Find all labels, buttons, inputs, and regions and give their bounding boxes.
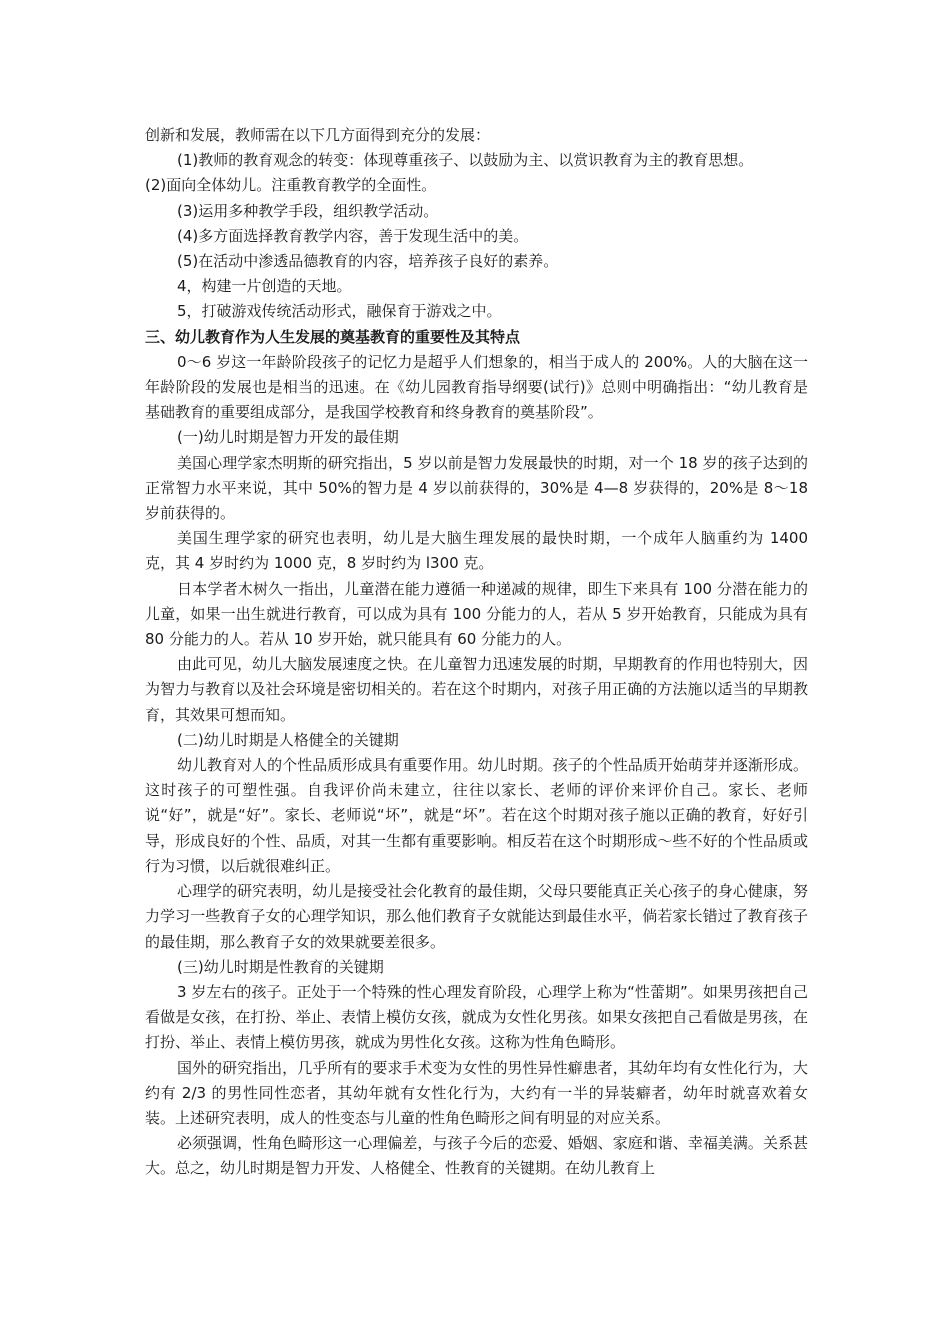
- document-page: [145, 123, 808, 1182]
- paragraph-psychology: 心理学的研究表明，幼儿是接受社会化教育的最佳期，父母只要能真正关心孩子的身心健康，努力学习一些教育子女的心理学知识，那么他们教育子女就能达到最佳水平，倘若家长错过了教育孩子的最佳期，那么教育子女的效果就要差很多。: [145, 882, 808, 951]
- paragraph-sex-role: 3 岁左右的孩子。正处于一个特殊的性心理发育阶段，心理学上称为“性蕾期”。如果男孩把自己看做是女孩，在打扮、举止、表情上模仿女孩，就成为女性化男孩。如果女孩把自己看做是男孩，在打扮、举止、表情上模仿男孩，就成为男性化女孩。这称为性角色畸形。: [145, 982, 808, 1052]
- paragraph-memory: 0～6 岁这一年龄阶段孩子的记忆力是超乎人们想象的，相当于成人的 200%。人的大脑在这一年龄阶段的发展也是相当的迅速。在《幼儿园教育指导纲要(试行)》总则中明确指出：“幼儿教育是基础教育的重要组成部分，是我国学校教育和终身教育的奠基阶段”。: [145, 352, 808, 422]
- paragraph-intro: 创新和发展，教师需在以下几方面得到充分的发展：: [145, 126, 491, 144]
- paragraph-jamins: 美国心理学家杰明斯的研究指出，5 岁以前是智力发展最快的时期，对一个 18 岁的孩子达到的正常智力水平来说，其中 50%的智力是 4 岁以前获得的，30%是 4—8 岁获得的，20%是 8～18 岁前获得的。: [145, 453, 808, 523]
- section-heading-3: 三、幼儿教育作为人生发展的奠基教育的重要性及其特点: [145, 327, 521, 346]
- paragraph-conclusion-intelligence: 由此可见，幼儿大脑发展速度之快。在儿童智力迅速发展的时期，早期教育的作用也特别大，因为智力与教育以及社会环境是密切相关的。若在这个时期内，对孩子用正确的方法施以适当的早期教育，其效果可想而知。: [145, 655, 808, 724]
- list-item-teacher-concept: (1)教师的教育观念的转变：体现尊重孩子、以鼓励为主、以赏识教育为主的教育思想。: [177, 151, 754, 170]
- list-item-teaching-methods: (3)运用多种教学手段，组织教学活动。: [177, 201, 439, 220]
- subheading-intelligence: (一)幼儿时期是智力开发的最佳期: [177, 428, 399, 447]
- subheading-personality: (二)幼儿时期是人格健全的关键期: [177, 730, 399, 749]
- list-item-moral-education: (5)在活动中渗透品德教育的内容，培养孩子良好的素养。: [177, 252, 559, 271]
- paragraph-japanese-scholar: 日本学者木树久一指出，儿童潜在能力遵循一种递减的规律，即生下来具有 100 分潜在能力的儿童，如果一出生就进行教育，可以成为具有 100 分能力的人，若从 5 岁开始教育，只能成为具有 80 分能力的人。若从 10 岁开始，就只能具有 60 分能力的人。: [145, 579, 808, 649]
- paragraph-personality: 幼儿教育对人的个性品质形成具有重要作用。幼儿时期。孩子的个性品质开始萌芽并逐渐形成。这时孩子的可塑性强。自我评价尚未建立，往往以家长、老师的评价来评价自己。家长、老师说“好”，就是“好”。家长、老师说“坏”，就是“坏”。若在这个时期对孩子施以正确的教育，好好引导，形成良好的个性、品质，对其一生都有重要影响。相反若在这个时期形成～些不好的个性品质或行为习惯，以后就很难纠正。: [145, 756, 808, 875]
- list-item-break-tradition: 5，打破游戏传统活动形式，融保育于游戏之中。: [177, 302, 502, 321]
- paragraph-brain-weight: 美国生理学家的研究也表明，幼儿是大脑生理发展的最快时期，一个成年人脑重约为 1400 克，其 4 岁时约为 1000 克，8 岁时约为 l300 克。: [145, 529, 808, 573]
- list-item-all-children: (2)面向全体幼儿。注重教育教学的全面性。: [145, 176, 437, 195]
- subheading-sex-education: (三)幼儿时期是性教育的关键期: [177, 957, 384, 976]
- paragraph-foreign-research: 国外的研究指出，几乎所有的要求手术变为女性的男性异性癖患者，其幼年均有女性化行为，大约有 2/3 的男性同性恋者，其幼年就有女性化行为，大约有一半的异装癖者，幼年时就喜欢着女装。上述研究表明，成人的性变态与儿童的性角色畸形之间有明显的对应关系。: [145, 1058, 808, 1127]
- paragraph-must-emphasize: 必须强调，性角色畸形这一心理偏差，与孩子今后的恋爱、婚姻、家庭和谐、幸福美满。关系甚大。总之，幼儿时期是智力开发、人格健全、性教育的关键期。在幼儿教育上: [145, 1134, 808, 1178]
- list-item-content-selection: (4)多方面选择教育教学内容，善于发现生活中的美。: [177, 226, 529, 245]
- list-item-creative-space: 4，构建一片创造的天地。: [177, 277, 352, 296]
